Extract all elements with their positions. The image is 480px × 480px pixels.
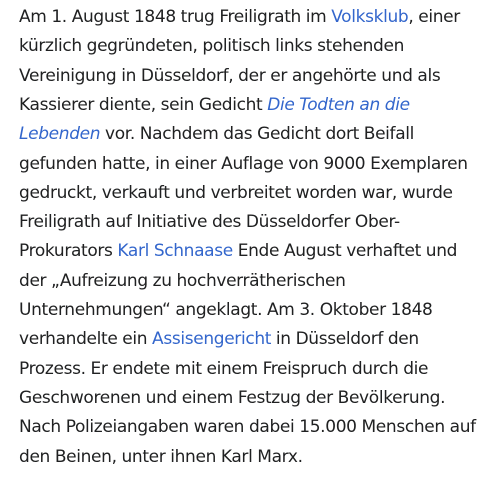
text-line xyxy=(19,325,419,354)
wiki-link[interactable]: Assisengericht xyxy=(152,329,272,350)
text-span: gedruckt, verkauft und verbreitet worden war, wurde xyxy=(19,182,453,203)
text-line xyxy=(19,179,453,208)
wiki-link[interactable]: Die Todten an die xyxy=(267,94,410,115)
text-span: gefunden hatte, in einer Auflage von 9000 Exemplaren xyxy=(19,153,468,174)
text-span: Kassierer diente, sein Gedicht xyxy=(19,94,268,115)
text-span: verhandelte ein xyxy=(19,329,153,350)
text-span: kürzlich gegründeten, politisch links stehenden xyxy=(19,36,405,57)
text-line xyxy=(19,62,440,91)
wiki-link[interactable]: Lebenden xyxy=(19,124,101,145)
wiki-link[interactable]: Volksklub xyxy=(331,7,409,27)
wiki-link[interactable]: Karl Schnaase xyxy=(117,241,233,262)
text-line xyxy=(19,32,404,61)
text-line xyxy=(19,91,410,120)
text-line xyxy=(19,355,428,384)
text-span: Nach Polizeiangaben waren dabei 15.000 Menschen auf xyxy=(19,417,476,438)
text-line xyxy=(19,413,476,442)
text-span: der „Aufreizung zu hochverrätherischen xyxy=(19,270,346,291)
text-span: , einer xyxy=(408,7,460,27)
text-line xyxy=(19,237,457,266)
text-line xyxy=(19,296,433,325)
text-span: Vereinigung in Düsseldorf, der er angehörte und als xyxy=(19,65,441,86)
text-span: Geschworenen und einem Festzug der Bevölkerung. xyxy=(19,387,446,408)
text-line xyxy=(19,443,303,472)
text-span: vor. Nachdem das Gedicht dort Beifall xyxy=(100,124,415,145)
text-span: Prozess. Er endete mit einem Freispruch durch die xyxy=(19,358,429,379)
text-span: den Beinen, unter ihnen Karl Marx. xyxy=(19,446,303,467)
text-span: Unternehmungen“ angeklagt. Am 3. Oktober 1848 xyxy=(19,300,433,320)
text-line xyxy=(19,384,445,413)
text-span: in Düsseldorf den xyxy=(271,329,419,350)
text-line xyxy=(19,3,460,32)
text-line xyxy=(19,120,414,149)
text-span: Ende August verhaftet und xyxy=(232,241,458,262)
text-line xyxy=(19,208,400,237)
text-span: Am 1. August 1848 trug Freiligrath im xyxy=(19,7,332,27)
text-span: Prokurators xyxy=(19,241,118,262)
text-line xyxy=(19,150,468,179)
text-line xyxy=(19,267,346,296)
text-span: Freiligrath auf Initiative des Düsseldorfer Ober- xyxy=(19,212,400,233)
